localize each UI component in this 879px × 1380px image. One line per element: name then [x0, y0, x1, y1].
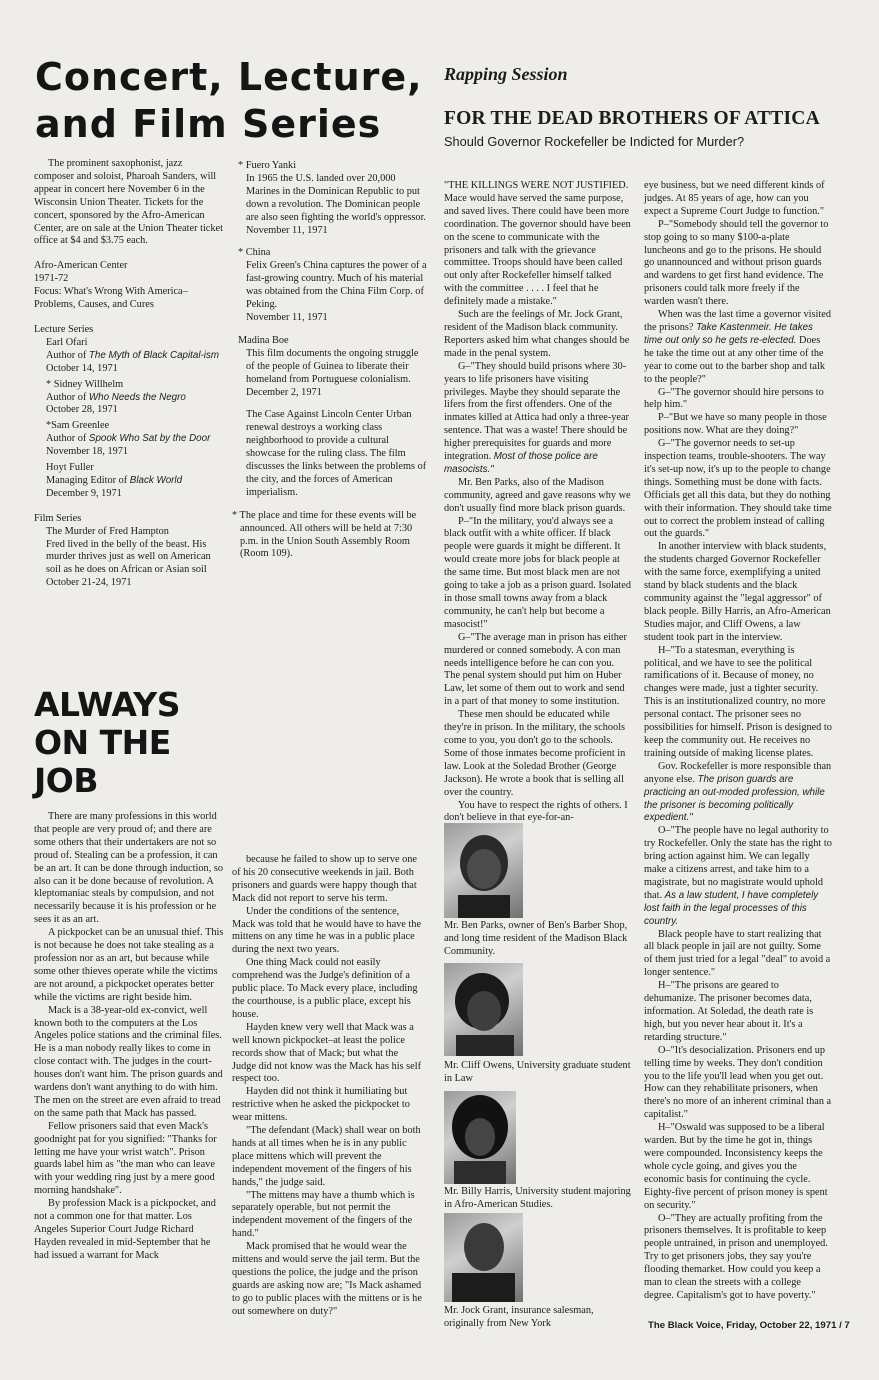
article-paragraph: [644, 929, 832, 981]
article-paragraph: Fellow prisoners said that even Mack's goodnight pat for you signified: "Thanks for letting me have your wrist watch". Prison guards label him as "the man who can leave with your wedding ring just by a mere good morning handshake".: [34, 1120, 217, 1197]
paragraph-text: When was the last time a governor visited the prisons?: [644, 309, 831, 333]
paragraph-text: G–"The governor needs to set-up inspection teams, trouble-shooters. The way it's set-up now, it's up to the people to change things. Something must be done with facts. Officials get all this data, but they do nothing with their information. They should take time out to correct the problem instead of calling out the guards.": [644, 438, 832, 540]
always-heading-line3: JOB: [34, 761, 98, 800]
paragraph-text: G–"The average man in prison has either murdered or conned somebody. A con man needs intelligence before he can con you. The penal system should put him on Huber Law, let some of them out to work and send in a part of that money to some institution.: [444, 631, 627, 708]
lecturer-book: [46, 433, 224, 446]
film-date: December 2, 1971: [246, 386, 322, 398]
article-paragraph: [644, 825, 832, 928]
article-paragraph: [644, 1045, 832, 1122]
article-paragraph: Mack promised that he would wear the mittens and would serve the jail term. But the questions the police, the judge and the prison guards are asking now are; "Is Mack ashamed to go to public places with the mittens or is he out somewhere on duty?": [232, 1241, 422, 1317]
article-paragraph: [644, 761, 832, 826]
lecture-date: October 14, 1971: [46, 362, 118, 374]
billy-harris-photo: [444, 1091, 516, 1184]
paragraph-text: P–"But we have so many people in those positions now. What are they doing?": [644, 412, 827, 437]
article-paragraph: "The mittens may have a thumb which is separately operable, but not permit the independent movement of the fingers of the hand.": [232, 1189, 415, 1240]
article-paragraph: [644, 180, 832, 219]
page-footer: The Black Voice, Friday, October 22, 1971 / 7: [648, 1320, 850, 1331]
always-heading: [34, 686, 180, 800]
article-paragraph: [444, 361, 631, 477]
article-paragraph: Hayden knew very well that Mack was a well known pickpocket–at least the police records show that of Mack; but what the Judge did not know was the Mack has his self respect too.: [232, 1021, 422, 1085]
paragraph-text: P–"In the military, you'd always see a black outfit with a white officer. If black people were guards it might be different. It would create more jobs for black people at the same time. But most black men are not going to take a job as a prison guard. Isolated in those small towns away from a black community, he can't help but become a masocist!": [444, 515, 632, 630]
concert-intro: The prominent saxophonist, jazz composer and soloist, Pharoah Sanders, will appear in concert here November 6 in the Wisconsin Union Theater. Tickets for the concert, sponsored by the Afro-American Center, are on sale at the Union Theater ticket office at $4 and $3.75 each.: [34, 158, 223, 247]
paragraph-text: eye business, but we need different kinds of judges. At 85 years of age, how can you expect a Supreme Court Judge to function.": [644, 180, 825, 217]
rapping-column-1: [444, 180, 631, 825]
always-heading-line1: ALWAYS: [34, 685, 180, 724]
film-item: [232, 409, 428, 499]
film-title: * Fuero Yanki: [238, 160, 297, 171]
photo-caption-jock-grant: Mr. Jock Grant, insurance salesman, originally from New York: [444, 1305, 594, 1329]
paragraph-text: G–"The governor should hire persons to help him.": [644, 386, 824, 411]
article-paragraph: [644, 541, 832, 644]
film-title: * China: [238, 247, 271, 259]
article-paragraph: because he failed to show up to serve one of his 20 consecutive weekends in jail. Both prisoners and guards were happy though that Mack did not report to serve his term.: [232, 854, 417, 904]
article-paragraph: "The defendant (Mack) shall wear on both hands at all times when he is in any public place mittens which will prevent the independent movement of the fingers of his hands," the judge said.: [232, 1125, 421, 1188]
article-paragraph: Hayden did not think it humiliating but restrictive when he asked the pickpocket to wear mittens.: [232, 1086, 410, 1124]
portrait-image: [444, 823, 523, 918]
paragraph-text: You have to respect the rights of others. I don't believe in that eye-for-an-: [444, 799, 628, 824]
photo-caption-cliff-owens: Mr. Cliff Owens, University graduate student in Law: [444, 1060, 631, 1084]
concert-left-column: [34, 158, 224, 590]
article-paragraph: [444, 180, 631, 309]
paragraph-text: G–"They should build prisons where 30-years to life prisoners have visiting privileges. Maybe they should separate the lifers from the first offenders. One of the inmates killed at Attica had only a three-year sentence. That was a waste! There should be higher prerequisites for guards and more integration.: [444, 360, 629, 463]
film-item: [232, 160, 428, 237]
article-paragraph: Mack is a 38-year-old ex-convict, well known both to the computers at the Los Angeles police stations and the criminal files. He is a man nobody really likes to come in close contact with. The judges in the court-houses don't want him. The prison guards and wardens don't want anything to do with him. The men on the street are even afraid to tread on the same path that Mack has passed.: [34, 1004, 223, 1119]
lecturer-book: [46, 392, 224, 405]
paragraph-text: O–"It's desocialization. Prisoners end up telling time by weeks. They don't condition you to the life you'll lead when you get out. How can they rehabilitate prisoners, when there's no more of an inherent criminal than a capitalist.": [644, 1044, 832, 1121]
cliff-owens-photo: [444, 963, 523, 1056]
always-column-1: [34, 811, 224, 1263]
lecture-item: [34, 420, 224, 459]
lecture-date: October 28, 1971: [46, 404, 118, 416]
paragraph-text: O–"The people have no legal authority to try Rockefeller. Only the state has the right to bring action against him. We can legally make a citizens arrest, and take him to a magistrate, but no magistrate would uphold that.: [644, 825, 832, 901]
lecture-date: November 18, 1971: [46, 446, 129, 458]
article-paragraph: There are many professions in this world that people are very proud of; and there are some others that their undertakers are not so proud of. Stealing can be a profession, it can be an art. It can be done through induction, so also can it be done because of revolution. A kleptomaniac steals by compulsion, and not necessarily because it is his profession or he sees it as an art.: [34, 811, 224, 926]
book-prefix: Author of: [46, 433, 89, 445]
photo-caption-ben-parks: Mr. Ben Parks, owner of Ben's Barber Shop, and long time resident of the Madison Black Community.: [444, 920, 628, 957]
paragraph-text: Such are the feelings of Mr. Jock Grant, resident of the Madison black community. Reporters asked him what changes should be made in the penal system.: [444, 309, 630, 359]
concert-heading: [35, 54, 435, 148]
article-paragraph: [644, 1122, 832, 1212]
portrait-image: [444, 1213, 523, 1302]
rapping-column-2: [644, 180, 832, 1303]
film-item: [232, 335, 428, 400]
book-title: Who Needs the Negro: [88, 391, 186, 403]
book-prefix: Author of: [46, 391, 89, 403]
article-paragraph: [644, 438, 832, 541]
article-paragraph: [644, 980, 832, 1045]
lecture-list: [34, 337, 224, 501]
paragraph-emphasis: The prison guards are practicing an out-moded profession, while the prisoner is becoming politically expedient.": [644, 773, 825, 824]
concert-right-column: [232, 160, 428, 561]
paragraph-emphasis: As a law student, I have completely lost faith in the legal processes of this country.: [644, 889, 819, 927]
film-description: In 1965 the U.S. landed over 20,000 Marines in the Dominican Republic to put down a revolution. The Dominican people are also seen fighting the world's oppressor.: [246, 172, 427, 223]
book-prefix: Author of: [46, 349, 89, 361]
paragraph-text: In another interview with black students, the students charged Governor Rockefeller with the same force, exemplifying a united stand by black students and the black community against the "legal aggressor" of black people. Billy Harris, an Afro-American Studies major, and Cliff Owens, a law student took part in the interview.: [644, 541, 831, 643]
paragraph-emphasis: Most of those police are masocists.": [444, 451, 598, 475]
lecture-item: [34, 379, 224, 418]
portrait-image: [444, 1091, 516, 1184]
center-years: 1971-72: [34, 273, 69, 285]
film-date: November 11, 1971: [246, 224, 328, 236]
paragraph-text: O–"They are actually profiting from the prisoners themselves. It is profitable to keep people untrained, in prison and unemployed. Try to get prisoners jobs, they say you're flooding themarket. How could you keep a man to clean the streets with a college degree. Capitalism's got to have poverty.": [644, 1212, 828, 1301]
lecturer-name: *Sam Greenlee: [46, 420, 110, 432]
paragraph-text: Black people have to start realizing that all black people in jail are not guilty. Some of them just tried for a legal "deal" to avoid a longer sentence.": [644, 928, 831, 979]
article-paragraph: [644, 1213, 832, 1303]
film-title: The Murder of Fred Hampton: [46, 525, 169, 537]
film-series-heading: Film Series: [34, 512, 82, 524]
film-list: [232, 160, 428, 500]
lecture-item: [34, 337, 224, 376]
article-paragraph: [644, 645, 832, 761]
book-title: Spook Who Sat by the Door: [88, 433, 211, 445]
article-paragraph: [444, 632, 631, 709]
portrait-image: [444, 963, 523, 1056]
film-item: [232, 247, 428, 324]
film-description: Felix Green's China captures the power of a fast-growing country. Much of his material was obtained from the China Film Corp. of Peking.: [246, 260, 427, 311]
paragraph-text: H–"To a statesman, everything is political, and we have to see the political ramifications of it. Because of money, no changes were made, just a tighter security. This is an institutionalized country, no more personal contact. The prisoner sees no possibilities for himself. Prison is designed to keep the community out. He receives no training outside of making license plates.: [644, 644, 832, 759]
book-title: The Myth of Black Capital-ism: [88, 349, 220, 361]
article-paragraph: One thing Mack could not easily comprehend was the Judge's definition of a public place. To Mack every place, including the courthouse, is a public place, except his house.: [232, 957, 418, 1020]
article-paragraph: [644, 387, 832, 413]
article-paragraph: [444, 800, 631, 826]
paragraph-emphasis: Take Kastenmeir. He takes time out only so he gets re-elected.: [644, 321, 813, 346]
lecturer-book: [46, 475, 224, 488]
article-paragraph: [644, 412, 832, 438]
rapping-headline: FOR THE DEAD BROTHERS OF ATTICA: [444, 108, 820, 129]
article-paragraph: [444, 516, 631, 632]
jock-grant-photo: [444, 1213, 523, 1302]
photo-caption-billy-harris: Mr. Billy Harris, University student majoring in Afro-American Studies.: [444, 1186, 631, 1210]
book-title: Black World: [129, 474, 183, 486]
film-description: Fred lived in the belly of the beast. His murder thrives just as well on American soil as he does on African or Asian soil: [46, 538, 211, 576]
film-date: October 21-24, 1971: [46, 577, 132, 589]
lecturer-book: [46, 350, 224, 363]
paragraph-text: Gov. Rockefeller is more responsible than anyone else.: [644, 760, 832, 785]
article-paragraph: [444, 477, 631, 516]
lecturer-name: Hoyt Fuller: [46, 462, 94, 474]
concert-heading-line2: and Film Series: [35, 102, 382, 146]
paragraph-text: These men should be educated while they're in prison. In the military, the schools come to you, you don't go to the schools. Some of those inmates become proficient in law. Look at the Soledad Brother (George Jackson). He wrote a book that is selling all over the country.: [444, 709, 626, 798]
lecturer-name: * Sidney Willhelm: [46, 378, 124, 390]
lecture-date: December 9, 1971: [46, 487, 122, 499]
article-paragraph: A pickpocket can be an unusual thief. This is not because he does not take stealing as a profession nor as an art, but because while some other thieves operate while the victims are not around, a pickpocket operates better while the victims are right beside him.: [34, 927, 224, 1003]
article-paragraph: By profession Mack is a pickpocket, and not a common one for that matter. Los Angeles Superior Court Judge Richard Hayden revealed in mid-September that he had issued a warrant for Mack: [34, 1198, 216, 1261]
film-date: November 11, 1971: [246, 311, 328, 323]
event-footnote: * The place and time for these events will be announced. All others will be held at 7:30 p.m. in the Union South Assembly Room (Room 109).: [232, 509, 417, 560]
concert-heading-line1: Concert, Lecture,: [35, 55, 423, 99]
film-title: Madina Boe: [238, 334, 289, 346]
article-paragraph: [444, 709, 631, 799]
paragraph-text: Mr. Ben Parks, also of the Madison community, agreed and gave reasons why we don't usually find more black prison guards.: [444, 476, 631, 514]
article-paragraph: [644, 219, 832, 309]
article-paragraph: Under the conditions of the sentence, Mack was told that he would have to have the mittens on any time he was in a public place during the next two years.: [232, 905, 422, 956]
film-description: This film documents the ongoing struggle of the people of Guinea to liberate their homeland from Portuguese colonialism.: [246, 347, 419, 385]
paragraph-text: H–"The prisons are geared to dehumanize. The prisoner becomes data, information. At Soledad, the death rate is high, but you never hear about it. It's a retarding structure.": [644, 980, 814, 1043]
paragraph-text: P–"Somebody should tell the governor to stop going to so many $100-a-plate luncheons and go to the prisons. He should go unannounced and without prison guards and wardens to get first hand evidence. The prisoners could talk more freely if the warden wasn't there.: [644, 218, 829, 308]
rapping-kicker: Rapping Session: [444, 64, 568, 84]
paragraph-text: "THE KILLINGS WERE NOT JUSTIFIED. Mace would have served the same purpose, and saved lives. There could have been more coordination. The governor should have been on the scene to communicate with the prisoners and talk with the grievance committee. Troops should have been called out only after Rockefeller himself talked with the committee . . . . I feel that he definitely made a mistake.": [444, 180, 631, 308]
rapping-subhead: Should Governor Rockefeller be Indicted for Murder?: [444, 134, 745, 149]
film-description: The Case Against Lincoln Center Urban renewal destroys a working class neighborhood to provide a cultural showcase for the ruling class. The film discusses the links between the problems of the city, and the forces of American imperialism.: [246, 409, 427, 498]
paragraph-text-after: Does he take the time out at any other time of the year to come out to the barber shop and talk to the people?": [644, 334, 825, 385]
lecture-series-heading: Lecture Series: [34, 323, 94, 335]
paragraph-text: H–"Oswald was supposed to be a liberal warden. But by the time he got in, things were compounded. Inconsistency keeps the whole cycle going, and gives you the economic basis for continuing the cycle. Eighty-five percent of prison money is spent on security.": [644, 1122, 828, 1211]
lecture-item: [34, 462, 224, 501]
article-paragraph: [444, 309, 631, 361]
always-column-2: [232, 854, 424, 1319]
center-focus: Focus: What's Wrong With America– Problems, Causes, and Cures: [34, 286, 188, 311]
center-name: Afro-American Center: [34, 260, 128, 272]
ben-parks-photo: [444, 823, 523, 918]
article-paragraph: [644, 309, 832, 386]
book-prefix: Managing Editor of: [46, 474, 130, 486]
always-heading-line2: ON THE: [34, 723, 171, 762]
lecturer-name: Earl Ofari: [46, 336, 88, 348]
